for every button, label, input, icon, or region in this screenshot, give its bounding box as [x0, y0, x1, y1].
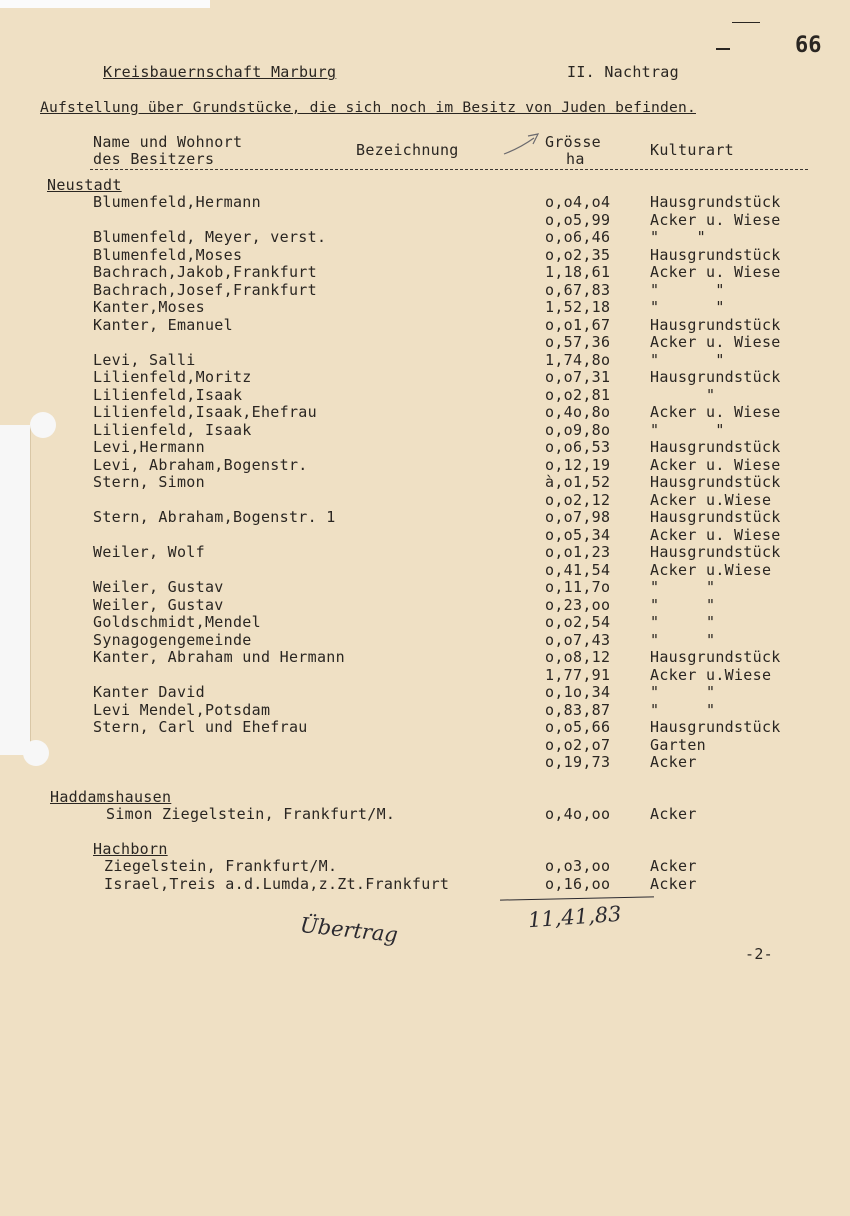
- culture-type: Acker: [650, 753, 697, 771]
- culture-type: " ": [650, 228, 706, 246]
- plot-size: o,16,oo: [545, 874, 611, 893]
- culture-type: " ": [650, 613, 716, 631]
- culture-type: Acker u.Wiese: [650, 665, 772, 684]
- owner-name: Blumenfeld,Moses: [93, 245, 243, 264]
- plot-size: o,o2,54: [545, 613, 611, 631]
- owner-name: Weiler, Gustav: [93, 578, 224, 596]
- plot-size: o,o5,99: [545, 210, 611, 229]
- column-owner-line2: des Besitzers: [93, 150, 215, 168]
- plot-size: o,67,83: [545, 280, 611, 299]
- page-number-mark: [732, 22, 760, 23]
- next-page-marker: -2-: [745, 945, 773, 963]
- culture-type: ": [650, 385, 716, 404]
- culture-type: Hausgrundstück: [650, 718, 781, 736]
- culture-type: " ": [650, 350, 725, 369]
- plot-size: o,12,19: [545, 455, 611, 474]
- section-heading: Neustadt: [47, 176, 122, 194]
- culture-type: Garten: [650, 735, 706, 754]
- owner-name: Lilienfeld,Isaak,Ehefrau: [93, 403, 317, 421]
- owner-name: Levi,Hermann: [93, 438, 205, 456]
- owner-name: Weiler, Gustav: [93, 595, 224, 614]
- culture-type: Hausgrundstück: [650, 648, 781, 666]
- owner-name: Lilienfeld,Isaak: [93, 385, 243, 404]
- authority-title: Kreisbauernschaft Marburg: [103, 63, 337, 81]
- culture-type: Acker: [650, 874, 697, 893]
- owner-name: Weiler, Wolf: [93, 543, 205, 561]
- culture-type: Hausgrundstück: [650, 368, 781, 386]
- culture-type: Acker u. Wiese: [650, 263, 781, 281]
- plot-size: o,1o,34: [545, 683, 611, 701]
- culture-type: " ": [650, 700, 716, 719]
- culture-type: Hausgrundstück: [650, 473, 781, 491]
- owner-name: Blumenfeld, Meyer, verst.: [93, 228, 327, 246]
- culture-type: Acker: [650, 805, 697, 823]
- culture-type: " ": [650, 595, 716, 614]
- culture-type: " ": [650, 420, 725, 439]
- owner-name: Israel,Treis a.d.Lumda,z.Zt.Frankfurt: [104, 874, 450, 893]
- plot-size: o,o7,98: [545, 508, 611, 526]
- plot-size: 1,52,18: [545, 298, 611, 316]
- section-heading: Haddamshausen: [50, 788, 172, 806]
- culture-type: Hausgrundstück: [650, 193, 781, 211]
- culture-type: Acker u. Wiese: [650, 403, 781, 421]
- plot-size: o,o4,o4: [545, 193, 611, 211]
- page-number-dash: [716, 48, 730, 50]
- culture-type: Hausgrundstück: [650, 438, 781, 456]
- owner-name: Kanter, Emanuel: [93, 315, 233, 334]
- section-heading: Hachborn: [93, 840, 168, 858]
- plot-size: o,23,oo: [545, 595, 611, 614]
- owner-name: Bachrach,Josef,Frankfurt: [93, 280, 317, 299]
- owner-name: Kanter, Abraham und Hermann: [93, 648, 345, 666]
- culture-type: " ": [650, 280, 725, 299]
- header-rule: [90, 169, 808, 170]
- plot-size: o,4o,8o: [545, 403, 611, 421]
- owner-name: Levi, Abraham,Bogenstr.: [93, 455, 308, 474]
- culture-type: Acker u. Wiese: [650, 455, 781, 474]
- supplement-label: II. Nachtrag: [567, 63, 679, 81]
- culture-type: Acker: [650, 857, 697, 875]
- culture-type: Acker u. Wiese: [650, 525, 781, 544]
- plot-size: o,o2,o7: [545, 735, 611, 754]
- column-designation: Bezeichnung: [356, 141, 459, 159]
- total-underline: [500, 896, 654, 900]
- culture-type: Hausgrundstück: [650, 315, 781, 334]
- plot-size: o,o1,67: [545, 315, 611, 334]
- handwritten-total: 11,41,83: [527, 901, 623, 933]
- owner-name: Lilienfeld,Moritz: [93, 368, 252, 386]
- culture-type: Acker u.Wiese: [650, 490, 772, 509]
- punch-hole-top: [30, 412, 56, 438]
- column-size-line1: Grösse: [545, 133, 601, 151]
- owner-name: Simon Ziegelstein, Frankfurt/M.: [106, 805, 396, 823]
- document-title: Aufstellung über Grundstücke, die sich noch im Besitz von Juden befinden.: [40, 99, 696, 116]
- owner-name: Kanter,Moses: [93, 298, 205, 316]
- culture-type: Hausgrundstück: [650, 543, 781, 561]
- culture-type: " ": [650, 578, 716, 596]
- page-number: 66: [795, 33, 822, 58]
- plot-size: o,57,36: [545, 333, 611, 351]
- culture-type: Acker u. Wiese: [650, 333, 781, 351]
- torn-margin: [0, 425, 31, 755]
- plot-size: o,41,54: [545, 560, 611, 579]
- culture-type: " ": [650, 683, 716, 701]
- plot-size: o,11,7o: [545, 578, 611, 596]
- owner-name: Blumenfeld,Hermann: [93, 193, 261, 211]
- owner-name: Kanter David: [93, 683, 205, 701]
- plot-size: o,o9,8o: [545, 420, 611, 439]
- culture-type: " ": [650, 630, 716, 649]
- plot-size: o,o2,81: [545, 385, 611, 404]
- plot-size: o,o7,43: [545, 630, 611, 649]
- plot-size: o,o8,12: [545, 648, 611, 666]
- column-owner-line1: Name und Wohnort: [93, 133, 243, 151]
- owner-name: Bachrach,Jakob,Frankfurt: [93, 263, 317, 281]
- culture-type: Acker u.Wiese: [650, 560, 772, 579]
- owner-name: Stern, Carl und Ehefrau: [93, 718, 308, 736]
- handwritten-carry-over: Übertrag: [299, 912, 400, 948]
- owner-name: Stern, Simon: [93, 473, 205, 491]
- plot-size: o,o7,31: [545, 368, 611, 386]
- plot-size: o,o1,23: [545, 543, 611, 561]
- plot-size: 1,77,91: [545, 665, 611, 684]
- culture-type: Acker u. Wiese: [650, 210, 781, 229]
- owner-name: Goldschmidt,Mendel: [93, 613, 261, 631]
- plot-size: o,o5,66: [545, 718, 611, 736]
- plot-size: o,o2,12: [545, 490, 611, 509]
- plot-size: o,o6,46: [545, 228, 611, 246]
- culture-type: Hausgrundstück: [650, 508, 781, 526]
- plot-size: o,o5,34: [545, 525, 611, 544]
- plot-size: o,o6,53: [545, 438, 611, 456]
- plot-size: o,o2,35: [545, 245, 611, 264]
- owner-name: Stern, Abraham,Bogenstr. 1: [93, 508, 336, 526]
- pencil-mark-icon: [500, 130, 542, 158]
- owner-name: Synagogengemeinde: [93, 630, 252, 649]
- plot-size: o,19,73: [545, 753, 611, 771]
- column-culture: Kulturart: [650, 141, 734, 159]
- plot-size: o,o3,oo: [545, 857, 611, 875]
- plot-size: à,o1,52: [545, 473, 611, 491]
- culture-type: Hausgrundstück: [650, 245, 781, 264]
- owner-name: Levi Mendel,Potsdam: [93, 700, 271, 719]
- plot-size: 1,74,8o: [545, 350, 611, 369]
- plot-size: o,4o,oo: [545, 805, 611, 823]
- owner-name: Ziegelstein, Frankfurt/M.: [104, 857, 338, 875]
- owner-name: Levi, Salli: [93, 350, 196, 369]
- culture-type: " ": [650, 298, 725, 316]
- column-size-line2: ha: [566, 150, 585, 168]
- scan-edge: [0, 0, 210, 8]
- owner-name: Lilienfeld, Isaak: [93, 420, 252, 439]
- plot-size: o,83,87: [545, 700, 611, 719]
- punch-hole-bottom: [23, 740, 49, 766]
- plot-size: 1,18,61: [545, 263, 611, 281]
